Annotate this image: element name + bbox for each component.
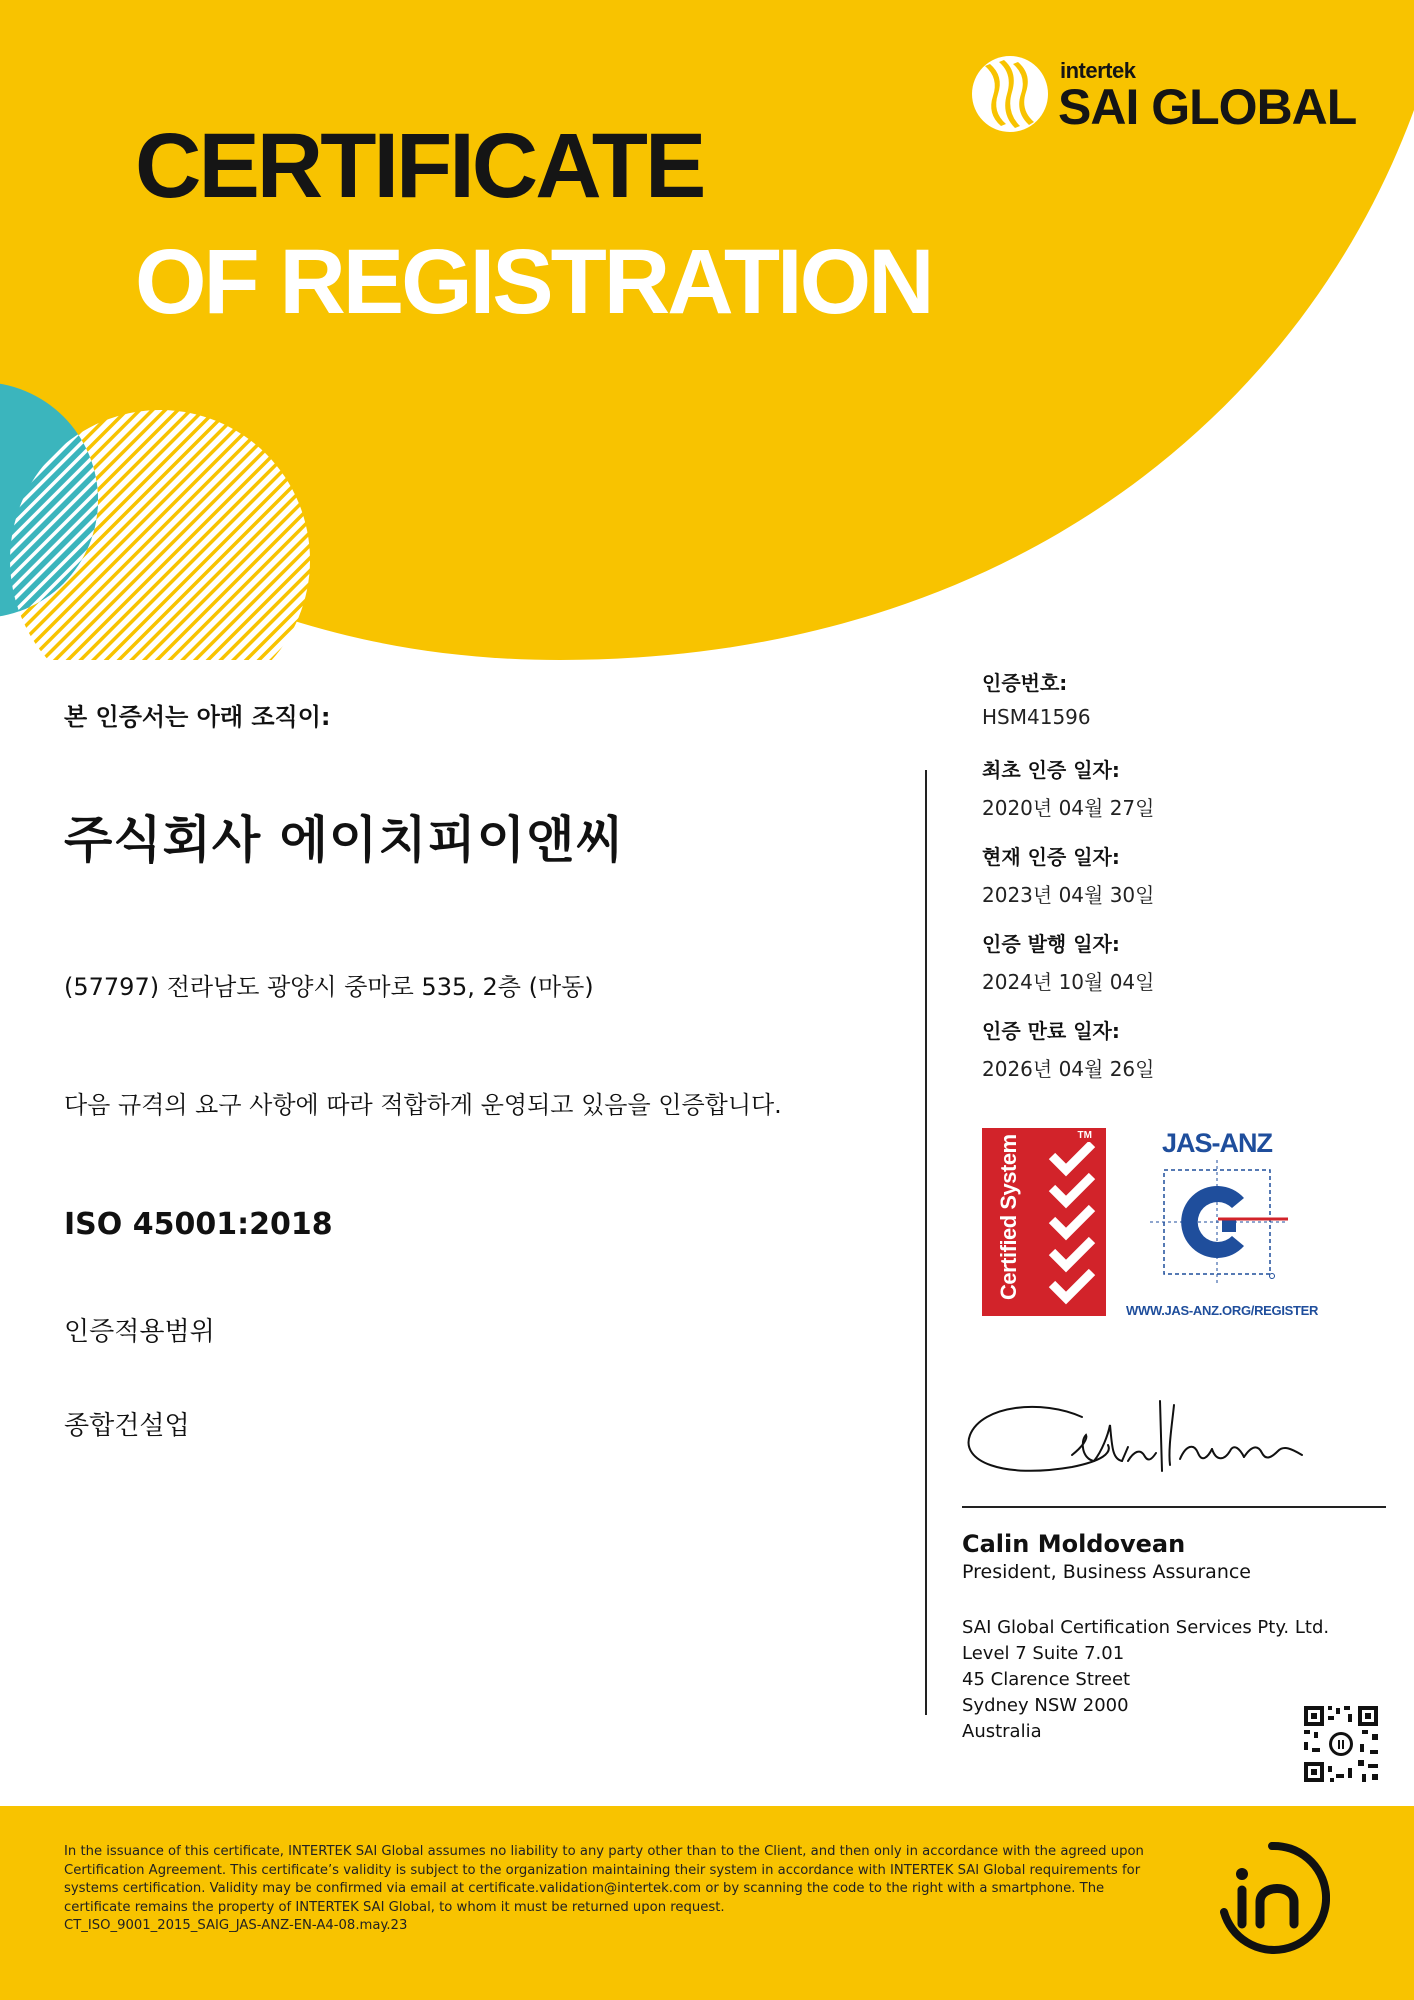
issue-date-label: 인증 발행 일자: [982, 932, 1120, 956]
logo-intertek-text: intertek [1060, 58, 1136, 83]
fine-print-line: CT_ISO_9001_2015_SAIG_JAS-ANZ-EN-A4-08.may.23 [64, 1918, 408, 1934]
certified-system-text: Certified System [996, 1134, 1021, 1300]
initial-date-label: 최초 인증 일자: [982, 758, 1120, 782]
jas-anz-register-link[interactable]: WWW.JAS-ANZ.ORG/REGISTER [1126, 1303, 1319, 1318]
sai-global-logo-icon [970, 54, 1050, 134]
check-marks-icon [1046, 1142, 1102, 1312]
intertek-in-icon [1214, 1840, 1330, 1956]
standard-name: ISO 45001:2018 [64, 1207, 333, 1242]
current-date-value: 2023년 04월 30일 [982, 883, 1155, 907]
signature-line [962, 1506, 1386, 1508]
issue-date-value: 2024년 10월 04일 [982, 970, 1155, 994]
scope-value: 종합건설업 [64, 1411, 190, 1441]
issuer-line: 45 Clarence Street [962, 1669, 1131, 1690]
expiry-date-label: 인증 만료 일자: [982, 1019, 1120, 1043]
certificate-number-value: HSM41596 [982, 705, 1091, 729]
sai-global-logo [970, 52, 1360, 142]
signatory-title: President, Business Assurance [962, 1561, 1251, 1583]
fine-print-line: Certification Agreement. This certificate’s validity is subject to the organization maintaining their system in accordance with INTERTEK SAI Global requirements for [64, 1862, 1141, 1878]
signature-icon [962, 1395, 1312, 1505]
footer-fine-print [64, 1843, 1164, 1936]
vertical-divider [925, 770, 927, 1715]
issuer-line: Sydney NSW 2000 [962, 1695, 1129, 1716]
current-date-label: 현재 인증 일자: [982, 845, 1120, 869]
initial-date-value: 2020년 04월 27일 [982, 796, 1155, 820]
jas-anz-logo-icon [1148, 1160, 1288, 1284]
certificate-title-line1: CERTIFICATE [135, 115, 704, 217]
jas-anz-title: JAS-ANZ [1162, 1128, 1273, 1158]
lead-text: 본 인증서는 아래 조직이: [64, 703, 331, 731]
certified-system-tm: TM [1077, 1130, 1092, 1141]
fine-print-line: systems certification. Validity may be confirmed via email at certificate.validation@intertek.com or by scanning the code to the right with a smartphone. The [64, 1881, 1105, 1897]
scope-label: 인증적용범위 [64, 1317, 215, 1347]
certificate-number-label: 인증번호: [982, 671, 1068, 695]
issuer-line: SAI Global Certification Services Pty. Ltd. [962, 1617, 1330, 1638]
issuer-line: Level 7 Suite 7.01 [962, 1643, 1125, 1664]
fine-print-line: certificate remains the property of INTERTEK SAI Global, to whom it must be returned upon request. [64, 1899, 725, 1915]
company-name: 주식회사 에이치피이앤씨 [64, 811, 625, 869]
signatory-name: Calin Moldovean [962, 1530, 1186, 1558]
issuer-line: Australia [962, 1721, 1042, 1742]
fine-print-line: In the issuance of this certificate, INTERTEK SAI Global assumes no liability to any party other than to the Client, and then only in accordance with the agreed upon [64, 1844, 1144, 1859]
qr-code-icon[interactable] [1302, 1704, 1380, 1784]
expiry-date-value: 2026년 04월 26일 [982, 1057, 1155, 1081]
logo-sai-global-text: SAI GLOBAL [1058, 79, 1357, 135]
certificate-title-line2: OF REGISTRATION [135, 231, 932, 333]
certified-system-mark-icon [982, 1128, 1106, 1316]
certification-statement: 다음 규격의 요구 사항에 따라 적합하게 운영되고 있음을 인증합니다. [64, 1091, 782, 1119]
company-address: (57797) 전라남도 광양시 중마로 535, 2층 (마동) [64, 973, 594, 1001]
